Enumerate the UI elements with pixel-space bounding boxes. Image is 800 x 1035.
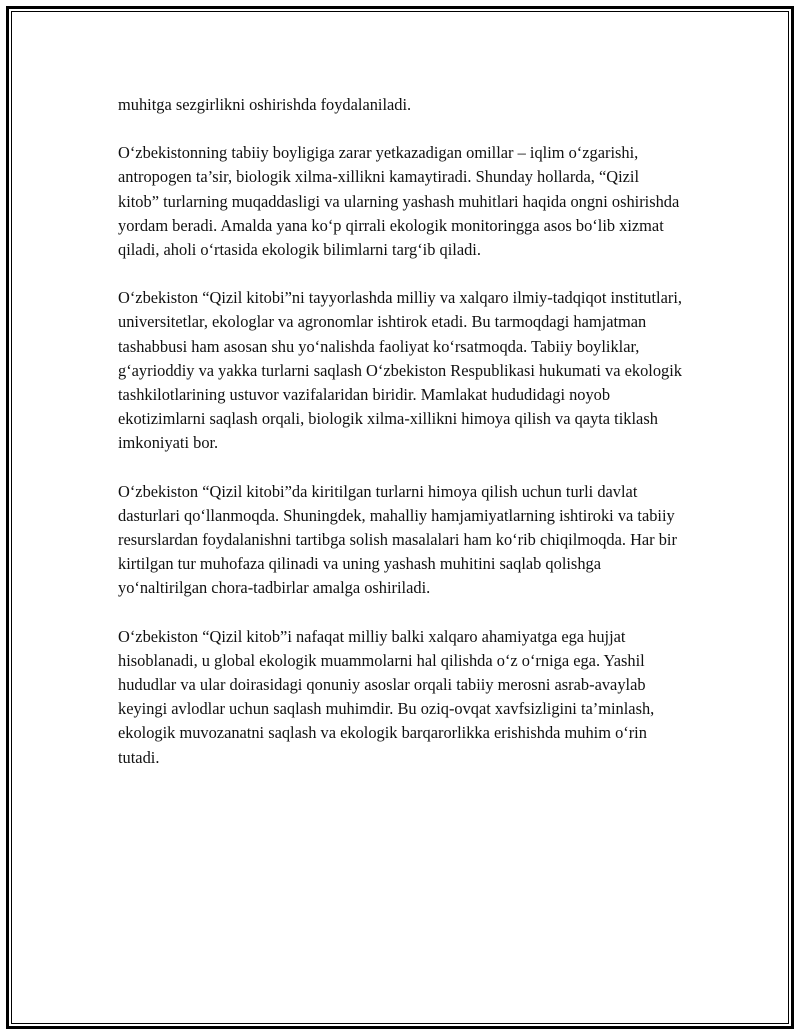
paragraph-significance: O‘zbekiston “Qizil kitob”i nafaqat milliy balki xalqaro ahamiyatga ega hujjat hisoblanadi, u global ekologik muammolarni hal qilishda o‘z o‘rniga ega. Yashil hududlar va ular doirasidagi qonuniy asoslar orqali tabiiy merosni asrab-avaylab keyingi avlodlar uchun saqlash muhimdir. Bu oziq-ovqat xavfsizligini ta’minlash, ekologik muvozanatni saqlash va ekologik barqarorlikka erishishda muhim o‘rin tutadi. bbox=[118, 626, 655, 767]
paragraph-preparation: O‘zbekiston “Qizil kitobi”ni tayyorlashda milliy va xalqaro ilmiy-tadqiqot institutlari, universitetlar, ekologlar va agronomlar ishtirok etadi. Bu tarmoqdagi hamjatman tashabbusi ham asosan shu yo‘nalishda faoliyat ko‘rsatmoqda. Tabiiy boyliklar, g‘ayrioddiy va yakka turlarni saqlash O‘zbekiston Respublikasi hukumati va ekologik tashkilotlarining ustuvor vazifalaridan biridir. Mamlakat hududidagi noyob ekotizimlarni saqlash orqali, biologik xilma-xillikni himoya qilish va qayta tiklash imkoniyati bor. bbox=[118, 288, 682, 453]
paragraph-continuation: muhitga sezgirlikni oshirishda foydalaniladi. bbox=[118, 95, 412, 114]
paragraph-threats: O‘zbekistonning tabiiy boyligiga zarar yetkazadigan omillar – iqlim o‘zgarishi, antropogen ta’sir, biologik xilma-xillikni kamaytiradi. Shunday hollarda, “Qizil kitob” turlarning muqaddasligi va ularning yashash muhitlari haqida ongni oshirishda yordam beradi. Amalda yana ko‘p qirrali ekologik monitoringga asos bo‘lib xizmat qiladi, aholi o‘rtasida ekologik bilimlarni targ‘ib qiladi. bbox=[118, 143, 680, 260]
document-body bbox=[118, 93, 684, 794]
paragraph-protection-programs: O‘zbekiston “Qizil kitobi”da kiritilgan turlarni himoya qilish uchun turli davlat dasturlari qo‘llanmoqda. Shuningdek, mahalliy hamjamiyatlarning ishtiroki va tabiiy resurslardan foydalanishni tartibga solish masalalari ham ko‘rib chiqilmoqda. Har bir kirtilgan tur muhofaza qilinadi va uning yashash muhitini saqlab qolishga yo‘naltirilgan chora-tadbirlar amalga oshiriladi. bbox=[118, 481, 677, 598]
